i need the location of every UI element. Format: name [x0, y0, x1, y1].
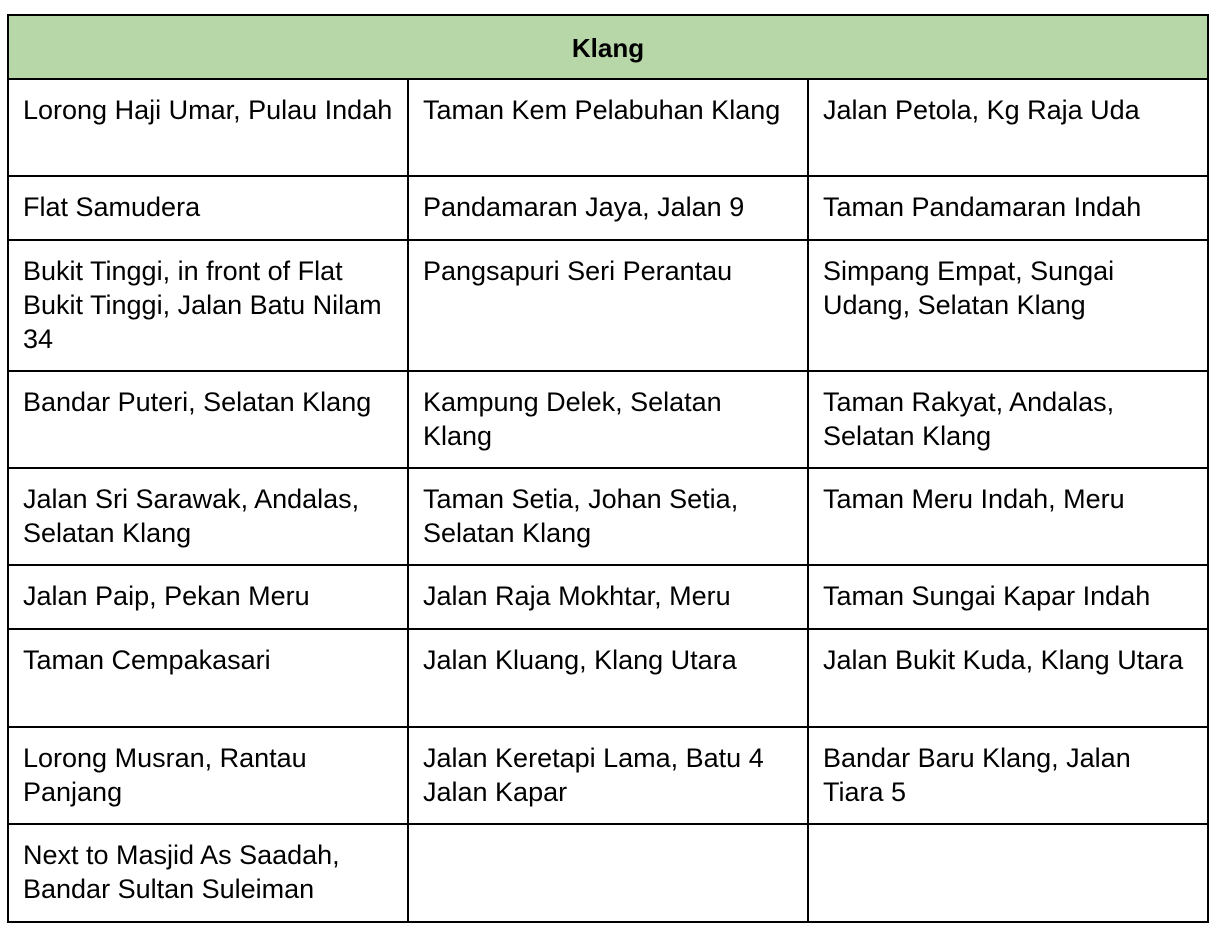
table-cell: Flat Samudera	[8, 176, 408, 240]
table-cell: Jalan Bukit Kuda, Klang Utara	[808, 629, 1208, 727]
table-header-klang: Klang	[8, 15, 1208, 79]
table-cell: Bandar Puteri, Selatan Klang	[8, 371, 408, 468]
table-cell: Bukit Tinggi, in front of Flat Bukit Tinggi, Jalan Batu Nilam 34	[8, 240, 408, 371]
table-cell: Pandamaran Jaya, Jalan 9	[408, 176, 808, 240]
table-cell: Kampung Delek, Selatan Klang	[408, 371, 808, 468]
table-cell: Bandar Baru Klang, Jalan Tiara 5	[808, 727, 1208, 824]
table-cell: Jalan Petola, Kg Raja Uda	[808, 79, 1208, 176]
table-header-row	[8, 15, 1208, 79]
table-cell: Next to Masjid As Saadah, Bandar Sultan Suleiman	[8, 824, 408, 922]
table-container	[7, 14, 1209, 923]
table-cell-empty	[808, 824, 1208, 922]
table-cell: Taman Kem Pelabuhan Klang	[408, 79, 808, 176]
table-row	[8, 176, 1208, 240]
table-cell: Lorong Haji Umar, Pulau Indah	[8, 79, 408, 176]
table-row	[8, 727, 1208, 824]
table-cell: Taman Meru Indah, Meru	[808, 468, 1208, 565]
table-cell: Taman Cempakasari	[8, 629, 408, 727]
table-row	[8, 371, 1208, 468]
table-cell: Jalan Paip, Pekan Meru	[8, 565, 408, 629]
table-row	[8, 824, 1208, 922]
table-cell: Taman Sungai Kapar Indah	[808, 565, 1208, 629]
table-cell: Jalan Raja Mokhtar, Meru	[408, 565, 808, 629]
table-cell: Pangsapuri Seri Perantau	[408, 240, 808, 371]
klang-locations-table	[7, 14, 1209, 923]
table-cell: Simpang Empat, Sungai Udang, Selatan Klang	[808, 240, 1208, 371]
table-row	[8, 240, 1208, 371]
table-row	[8, 629, 1208, 727]
table-row	[8, 79, 1208, 176]
table-row	[8, 565, 1208, 629]
table-cell-empty	[408, 824, 808, 922]
table-cell: Taman Pandamaran Indah	[808, 176, 1208, 240]
table-cell: Lorong Musran, Rantau Panjang	[8, 727, 408, 824]
table-cell: Jalan Keretapi Lama, Batu 4 Jalan Kapar	[408, 727, 808, 824]
table-cell: Taman Setia, Johan Setia, Selatan Klang	[408, 468, 808, 565]
table-cell: Jalan Sri Sarawak, Andalas, Selatan Klang	[8, 468, 408, 565]
table-cell: Jalan Kluang, Klang Utara	[408, 629, 808, 727]
table-row	[8, 468, 1208, 565]
table-cell: Taman Rakyat, Andalas, Selatan Klang	[808, 371, 1208, 468]
